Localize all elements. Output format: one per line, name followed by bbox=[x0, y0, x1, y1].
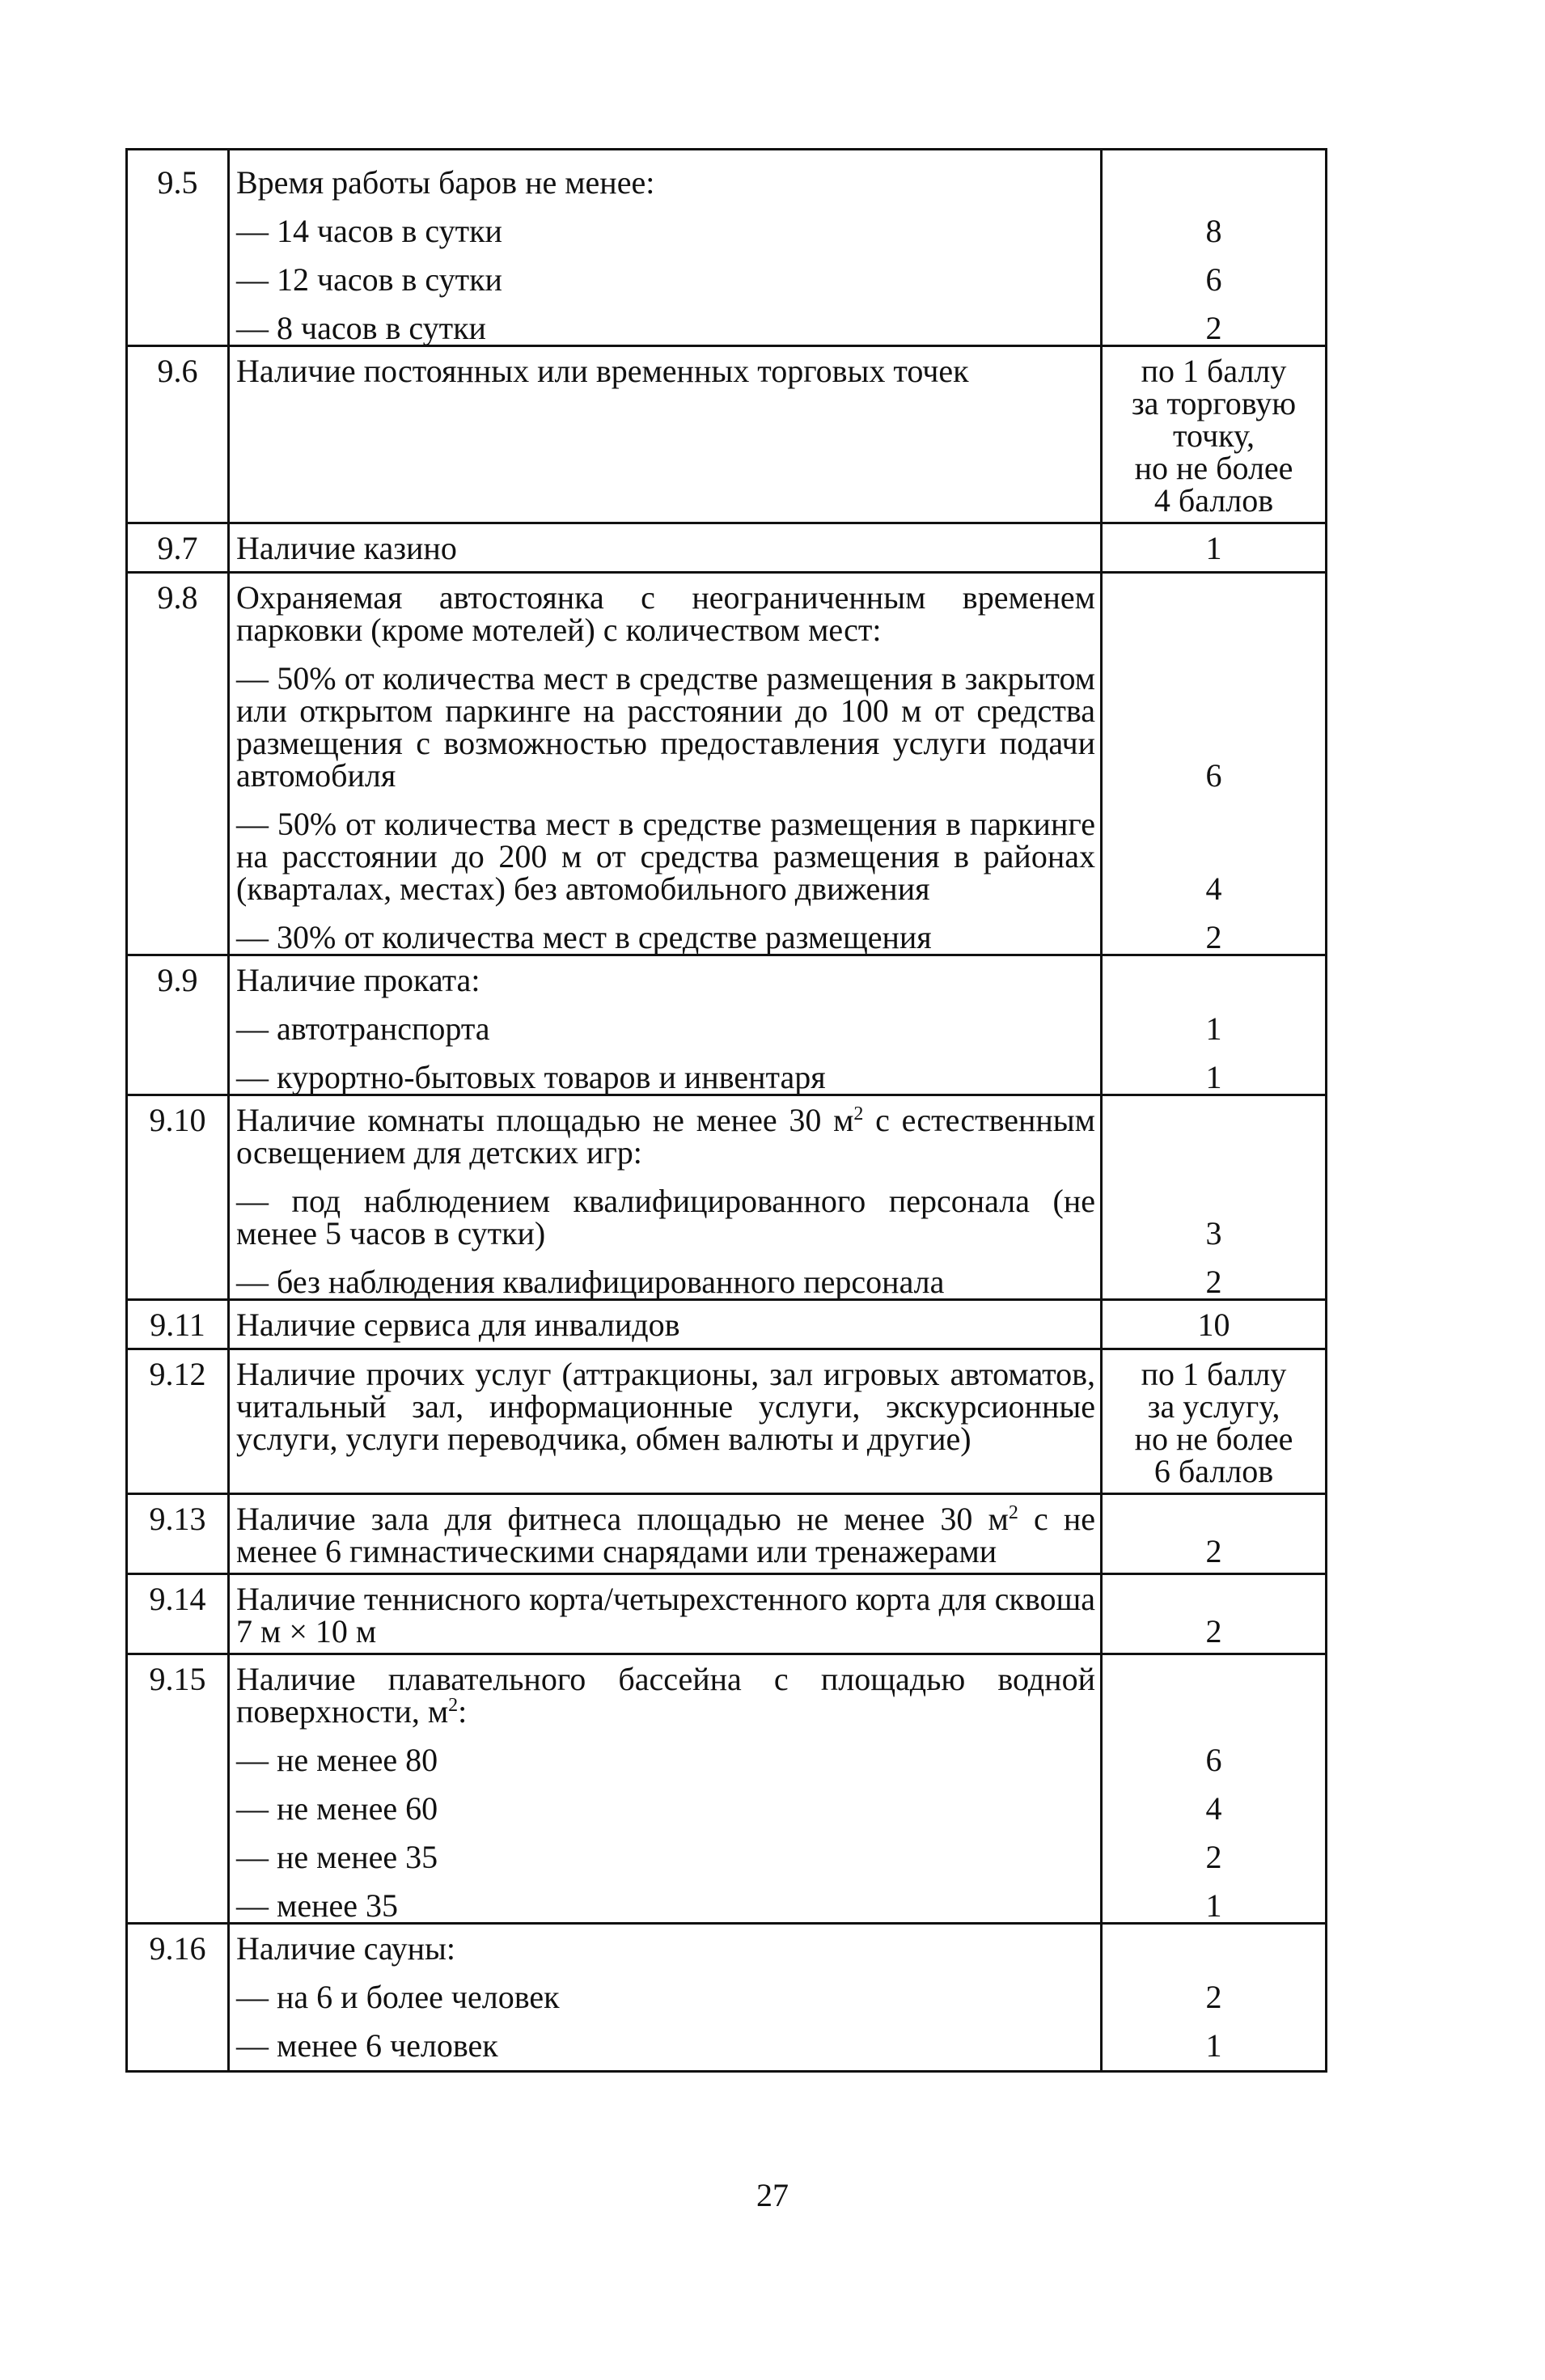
list-item: — автотранспорта bbox=[236, 1010, 490, 1047]
points-value: 8 bbox=[1205, 213, 1222, 249]
points-value: 1 bbox=[1205, 1059, 1222, 1095]
table-row bbox=[127, 1494, 1327, 1574]
row-description bbox=[229, 573, 1102, 955]
list-item: — под наблюдением квалифицированного персонала (не менее 5 часов в сутки) bbox=[236, 1183, 1095, 1251]
table-row bbox=[127, 1349, 1327, 1494]
points-note-line: точку, bbox=[1173, 417, 1255, 454]
points-note-line: по 1 баллу bbox=[1141, 353, 1287, 389]
row-description bbox=[229, 1300, 1102, 1349]
row-points bbox=[1102, 150, 1327, 346]
row-points bbox=[1102, 573, 1327, 955]
row-title: Охраняемая автостоянка с неограниченным временем парковки (кроме мотелей) с количеством мест: bbox=[236, 579, 1095, 648]
list-item: — менее 6 человек bbox=[236, 2027, 498, 2064]
row-description bbox=[229, 1574, 1102, 1654]
row-title: Наличие прочих услуг (аттракционы, зал игровых автоматов, читальный зал, информационные услуги, экскурсионные услуги, услуги переводчика, обмен валюты и другие) bbox=[236, 1356, 1095, 1457]
table-row bbox=[127, 955, 1327, 1095]
row-points bbox=[1102, 1924, 1327, 2072]
table-row bbox=[127, 1300, 1327, 1349]
row-number: 9.12 bbox=[127, 1349, 229, 1494]
list-item: — 8 часов в сутки bbox=[236, 310, 486, 346]
points-value: 2 bbox=[1205, 310, 1222, 346]
points-value: 3 bbox=[1205, 1215, 1222, 1251]
points-note-line: 6 баллов bbox=[1153, 1453, 1274, 1489]
points-value: 4 bbox=[1205, 870, 1222, 907]
row-title: Наличие проката: bbox=[236, 962, 480, 998]
list-item: — 14 часов в сутки bbox=[236, 213, 502, 249]
row-title: Время работы баров не менее: bbox=[236, 164, 655, 201]
points-value: 6 bbox=[1205, 261, 1222, 298]
row-title: Наличие постоянных или временных торговых точек bbox=[236, 353, 969, 389]
row-title: Наличие теннисного корта/четырехстенного корта для сквоша 7 м × 10 м bbox=[236, 1581, 1095, 1649]
list-item: — 30% от количества мест в средстве размещения bbox=[236, 919, 932, 955]
row-points bbox=[1102, 1349, 1327, 1494]
row-number: 9.8 bbox=[127, 573, 229, 955]
services-points-table bbox=[125, 148, 1327, 2073]
points-note-line: но не более bbox=[1134, 1421, 1293, 1457]
table-row bbox=[127, 573, 1327, 955]
points-value: 2 bbox=[1205, 1264, 1222, 1300]
row-number: 9.16 bbox=[127, 1924, 229, 2072]
points-value: 2 bbox=[1205, 919, 1222, 955]
page-number: 27 bbox=[756, 2177, 789, 2213]
list-item: — курортно-бытовых товаров и инвентаря bbox=[236, 1059, 826, 1095]
row-title: Наличие плавательного бассейна с площадью водной поверхности, $м^2$: bbox=[236, 1661, 1095, 1730]
table-row bbox=[127, 1924, 1327, 2072]
row-description bbox=[229, 1654, 1102, 1924]
row-number: 9.7 bbox=[127, 523, 229, 573]
list-item: — 12 часов в сутки bbox=[236, 261, 502, 298]
list-item: — 50% от количества мест в средстве размещения в закрытом или открытом паркинге на расстоянии до 100 м от средства размещения с возможностью предоставления услуги подачи автомобиля bbox=[236, 660, 1095, 794]
row-description bbox=[229, 955, 1102, 1095]
row-description bbox=[229, 150, 1102, 346]
row-description bbox=[229, 1095, 1102, 1300]
row-number: 9.14 bbox=[127, 1574, 229, 1654]
row-description bbox=[229, 1924, 1102, 2072]
points-value: 6 bbox=[1205, 757, 1222, 794]
row-number: 9.5 bbox=[127, 150, 229, 346]
points-value: 1 bbox=[1205, 1887, 1222, 1924]
list-item: — 50% от количества мест в средстве размещения в паркинге на расстоянии до 200 м от средства размещения в районах (кварталах, местах) без автомобильного движения bbox=[236, 806, 1095, 907]
list-item: — не менее 35 bbox=[236, 1839, 438, 1875]
list-item: — без наблюдения квалифицированного персонала bbox=[236, 1264, 945, 1300]
table-row bbox=[127, 1095, 1327, 1300]
row-title: Наличие сауны: bbox=[236, 1930, 455, 1967]
row-points bbox=[1102, 1654, 1327, 1924]
list-item: — на 6 и более человек bbox=[236, 1979, 560, 2015]
table-row bbox=[127, 1574, 1327, 1654]
list-item: — не менее 80 bbox=[236, 1742, 438, 1778]
row-title: Наличие комнаты площадью не менее 30 $м^2$ с естественным освещением для детских игр: bbox=[236, 1102, 1095, 1171]
row-title: Наличие казино bbox=[236, 530, 457, 566]
row-description bbox=[229, 1349, 1102, 1494]
points-value: 2 bbox=[1205, 1979, 1222, 2015]
row-points bbox=[1102, 346, 1327, 523]
row-description bbox=[229, 523, 1102, 573]
points-note-line: 4 баллов bbox=[1153, 482, 1274, 519]
row-title: Наличие зала для фитнеса площадью не менее 30 $м^2$ с не менее 6 гимнастическими снарядами или тренажерами bbox=[236, 1501, 1096, 1569]
points-value: 1 bbox=[1102, 523, 1327, 573]
row-title: Наличие сервиса для инвалидов bbox=[236, 1306, 680, 1343]
points-value: 2 bbox=[1102, 1574, 1327, 1654]
list-item: — менее 35 bbox=[236, 1887, 398, 1924]
table-row bbox=[127, 1654, 1327, 1924]
points-value: 6 bbox=[1205, 1742, 1222, 1778]
row-number: 9.15 bbox=[127, 1654, 229, 1924]
points-value: 2 bbox=[1102, 1494, 1327, 1574]
table-row bbox=[127, 150, 1327, 346]
list-item: — не менее 60 bbox=[236, 1790, 438, 1827]
row-description bbox=[229, 1494, 1102, 1574]
points-note-line: но не более bbox=[1134, 450, 1293, 486]
points-value: 4 bbox=[1205, 1790, 1222, 1827]
points-note-line: по 1 баллу bbox=[1141, 1356, 1287, 1392]
row-points bbox=[1102, 1095, 1327, 1300]
row-number: 9.13 bbox=[127, 1494, 229, 1574]
table-row bbox=[127, 346, 1327, 523]
points-value: 1 bbox=[1205, 1010, 1222, 1047]
row-number: 9.6 bbox=[127, 346, 229, 523]
row-points bbox=[1102, 955, 1327, 1095]
points-note-line: за услугу, bbox=[1147, 1388, 1280, 1425]
row-number: 9.9 bbox=[127, 955, 229, 1095]
row-number: 9.10 bbox=[127, 1095, 229, 1300]
table-row bbox=[127, 523, 1327, 573]
row-number: 9.11 bbox=[127, 1300, 229, 1349]
points-value: 2 bbox=[1205, 1839, 1222, 1875]
points-value: 10 bbox=[1102, 1300, 1327, 1349]
points-value: 1 bbox=[1205, 2027, 1222, 2064]
points-note-line: за торговую bbox=[1131, 385, 1297, 421]
row-description bbox=[229, 346, 1102, 523]
